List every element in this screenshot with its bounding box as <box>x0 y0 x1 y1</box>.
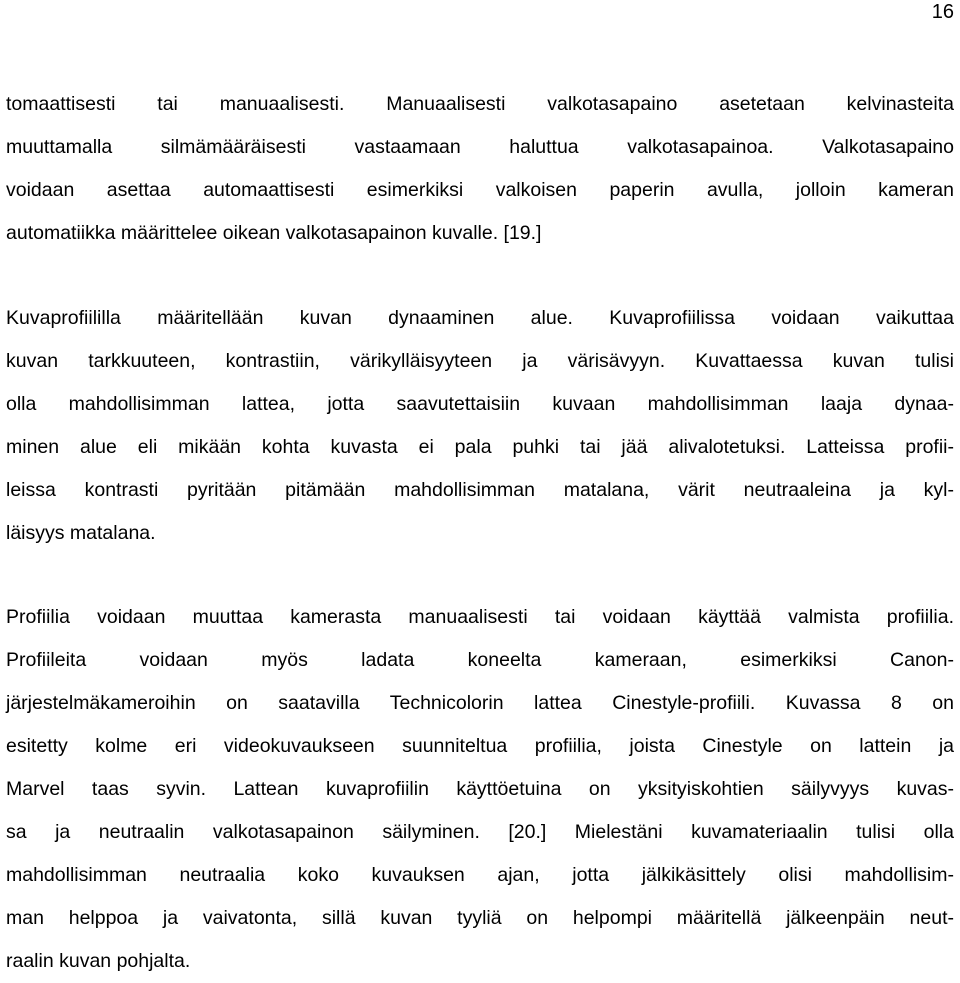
text-line: Profiilia voidaan muuttaa kamerasta manuaalisesti tai voidaan käyttää valmista profiilia. <box>6 606 954 628</box>
text-line: järjestelmäkameroihin on saatavilla Technicolorin lattea Cinestyle-profiili. Kuvassa 8 on <box>6 692 954 714</box>
paragraph-picture-profile <box>6 297 954 555</box>
text-line: läisyys matalana. <box>6 522 156 544</box>
text-line: esitetty kolme eri videokuvaukseen suunniteltua profiilia, joista Cinestyle on lattein ja <box>6 735 954 757</box>
text-line: muuttamalla silmämääräisesti vastaamaan haluttua valkotasapainoa. Valkotasapaino <box>6 136 954 158</box>
text-line: minen alue eli mikään kohta kuvasta ei pala puhki tai jää alivalotetuksi. Latteissa profii- <box>6 436 954 458</box>
text-line: kuvan tarkkuuteen, kontrastiin, värikylläisyyteen ja värisävyyn. Kuvattaessa kuvan tulisi <box>6 350 954 372</box>
paragraph-profile-loading <box>6 596 954 983</box>
text-line: mahdollisimman neutraalia koko kuvauksen ajan, jotta jälkikäsittely olisi mahdollisim- <box>6 864 954 886</box>
text-line: leissa kontrasti pyritään pitämään mahdollisimman matalana, värit neutraaleina ja kyl- <box>6 479 954 501</box>
text-line: raalin kuvan pohjalta. <box>6 950 191 972</box>
text-line: Profiileita voidaan myös ladata koneelta kameraan, esimerkiksi Canon- <box>6 649 954 671</box>
text-line: tomaattisesti tai manuaalisesti. Manuaalisesti valkotasapaino asetetaan kelvinasteita <box>6 93 954 115</box>
page-number: 16 <box>931 1 954 23</box>
text-line: Marvel taas syvin. Lattean kuvaprofiilin käyttöetuina on yksityiskohtien säilyvyys kuvas- <box>6 778 954 800</box>
text-line: sa ja neutraalin valkotasapainon säilyminen. [20.] Mielestäni kuvamateriaalin tulisi olla <box>6 821 954 843</box>
text-line: Kuvaprofiililla määritellään kuvan dynaaminen alue. Kuvaprofiilissa voidaan vaikuttaa <box>6 307 954 329</box>
text-line: olla mahdollisimman lattea, jotta saavutettaisiin kuvaan mahdollisimman laaja dynaa- <box>6 393 954 415</box>
text-line: automatiikka määrittelee oikean valkotasapainon kuvalle. [19.] <box>6 222 542 244</box>
text-line: voidaan asettaa automaattisesti esimerkiksi valkoisen paperin avulla, jolloin kameran <box>6 179 954 201</box>
paragraph-white-balance <box>6 83 954 255</box>
text-line: man helppoa ja vaivatonta, sillä kuvan tyyliä on helpompi määritellä jälkeenpäin neut- <box>6 907 954 929</box>
